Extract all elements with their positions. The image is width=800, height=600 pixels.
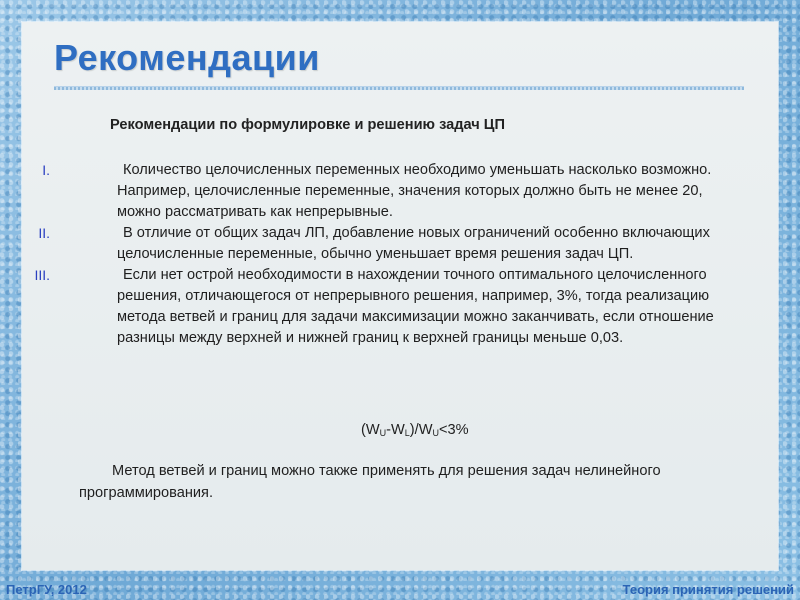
subheading: Рекомендации по формулировке и решению задач ЦП xyxy=(110,117,505,133)
list-item-text: Если нет острой необходимости в нахождении точного оптимального целочисленного решения, отличающегося от непрерывного решения, например, 3%, тогда реализацию метода ветвей и границ для задачи максимизации можно заканчивать, если отношение разницы между верхней и нижней границ к верхней границы меньше 0,03. xyxy=(117,267,714,346)
formula-open: (W xyxy=(361,422,380,438)
slide-title: Рекомендации xyxy=(54,37,320,78)
closing-paragraph: Метод ветвей и границ можно также применять для решения задач нелинейного программирования. xyxy=(79,463,661,501)
recommendation-list xyxy=(22,160,778,349)
list-item-number: II. xyxy=(38,225,50,241)
list-item xyxy=(22,223,722,265)
list-item xyxy=(22,160,722,223)
list-item-text: В отличие от общих задач ЛП, добавление новых ограничений особенно включающих целочисленные переменные, обычно уменьшает время решения задач ЦП. xyxy=(117,225,710,262)
list-item xyxy=(22,265,722,349)
formula-sub-upper: U xyxy=(379,428,387,438)
formula-divide: )/W xyxy=(409,422,433,438)
list-item-text: Количество целочисленных переменных необходимо уменьшать насколько возможно. Например, целочисленные переменные, значения которых должно быть не менее 20, можно рассматривать как непрерывные. xyxy=(117,162,712,220)
list-item-number: I. xyxy=(42,162,50,178)
formula-tail: <3% xyxy=(439,422,469,438)
footer-left: ПетрГУ, 2012 xyxy=(6,582,87,597)
formula-sub-upper-2: U xyxy=(432,428,439,438)
footer-right: Теория принятия решений xyxy=(622,582,794,597)
slide-content xyxy=(22,22,778,570)
formula-sub-lower: L xyxy=(404,428,410,438)
formula-minus: -W xyxy=(386,422,405,438)
formula xyxy=(361,420,469,444)
list-item-number: III. xyxy=(34,267,50,283)
slide-panel xyxy=(22,22,778,570)
